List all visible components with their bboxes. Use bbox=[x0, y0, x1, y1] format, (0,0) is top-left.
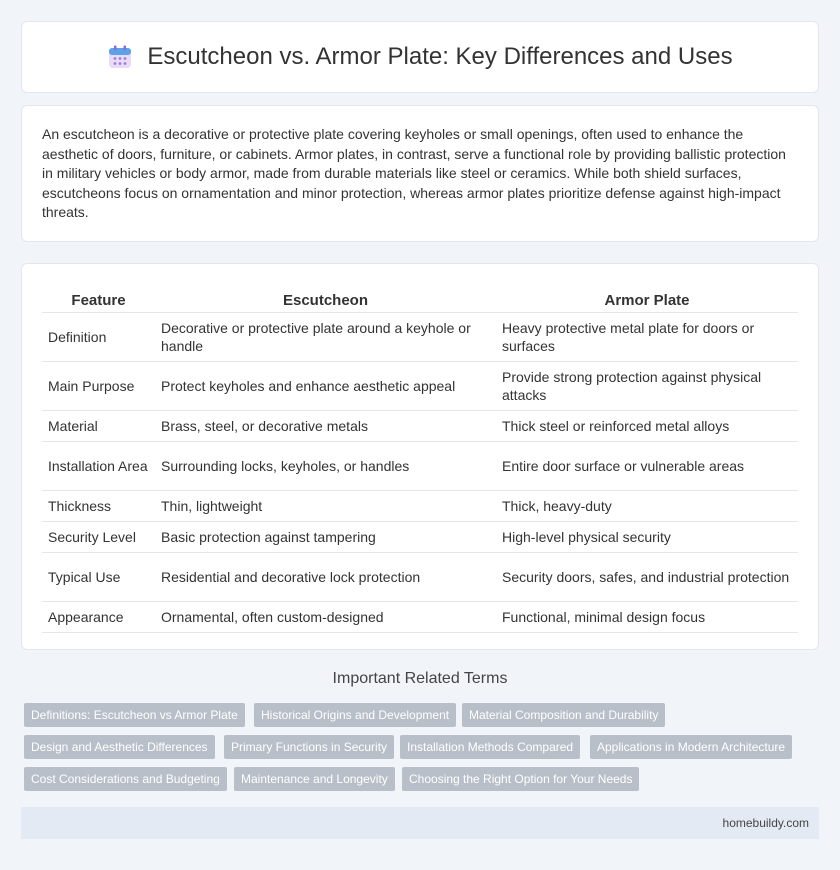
table-row bbox=[42, 410, 798, 441]
table-row bbox=[42, 521, 798, 552]
row-feature: Security Level bbox=[42, 521, 155, 552]
row-feature: Typical Use bbox=[42, 552, 155, 601]
calendar-icon bbox=[107, 44, 133, 70]
related-tag[interactable]: Design and Aesthetic Differences bbox=[24, 735, 215, 759]
row-armor-plate: High-level physical security bbox=[496, 521, 798, 552]
row-armor-plate: Heavy protective metal plate for doors or surfaces bbox=[496, 312, 798, 361]
related-tag[interactable]: Primary Functions in Security bbox=[224, 735, 394, 759]
title-card bbox=[21, 21, 819, 93]
table-row bbox=[42, 552, 798, 601]
related-tag[interactable]: Material Composition and Durability bbox=[462, 703, 665, 727]
comparison-table bbox=[42, 284, 798, 633]
row-escutcheon: Brass, steel, or decorative metals bbox=[155, 410, 496, 441]
table-header-armor-plate: Armor Plate bbox=[496, 284, 798, 312]
row-armor-plate: Provide strong protection against physical attacks bbox=[496, 361, 798, 410]
row-escutcheon: Basic protection against tampering bbox=[155, 521, 496, 552]
comparison-table-card bbox=[21, 263, 819, 650]
footer-site-link[interactable]: homebuildy.com bbox=[722, 816, 809, 830]
row-armor-plate: Thick steel or reinforced metal alloys bbox=[496, 410, 798, 441]
related-tag[interactable]: Choosing the Right Option for Your Needs bbox=[402, 767, 639, 791]
intro-text: An escutcheon is a decorative or protective plate covering keyholes or small openings, often used to enhance the aesthetic of doors, furniture, or cabinets. Armor plates, in contrast, serve a functional role by providing ballistic protection in military vehicles or body armor, made from durable materials like steel or ceramics. While both shield surfaces, escutcheons focus on ornamentation and minor protection, whereas armor plates prioritize defense against high-impact threats. bbox=[42, 126, 786, 221]
row-escutcheon: Protect keyholes and enhance aesthetic appeal bbox=[155, 361, 496, 410]
related-terms-title: Important Related Terms bbox=[332, 670, 508, 687]
table-header-feature: Feature bbox=[42, 284, 155, 312]
row-armor-plate: Entire door surface or vulnerable areas bbox=[496, 441, 798, 490]
table-header-escutcheon: Escutcheon bbox=[155, 284, 496, 312]
row-escutcheon: Thin, lightweight bbox=[155, 490, 496, 521]
row-feature: Installation Area bbox=[42, 441, 155, 490]
page-title: Escutcheon vs. Armor Plate: Key Differences and Uses bbox=[147, 43, 733, 70]
table-row bbox=[42, 361, 798, 410]
row-escutcheon: Ornamental, often custom-designed bbox=[155, 601, 496, 632]
row-armor-plate: Functional, minimal design focus bbox=[496, 601, 798, 632]
row-feature: Thickness bbox=[42, 490, 155, 521]
table-row bbox=[42, 441, 798, 490]
table-row bbox=[42, 601, 798, 632]
related-tag[interactable]: Applications in Modern Architecture bbox=[590, 735, 792, 759]
row-armor-plate: Security doors, safes, and industrial protection bbox=[496, 552, 798, 601]
table-row bbox=[42, 490, 798, 521]
related-tag[interactable]: Installation Methods Compared bbox=[400, 735, 580, 759]
row-escutcheon: Decorative or protective plate around a keyhole or handle bbox=[155, 312, 496, 361]
related-tag[interactable]: Cost Considerations and Budgeting bbox=[24, 767, 227, 791]
row-escutcheon: Residential and decorative lock protection bbox=[155, 552, 496, 601]
intro-card bbox=[21, 105, 819, 242]
related-tag[interactable]: Maintenance and Longevity bbox=[234, 767, 395, 791]
footer bbox=[21, 807, 819, 839]
related-tag[interactable]: Definitions: Escutcheon vs Armor Plate bbox=[24, 703, 245, 727]
row-feature: Appearance bbox=[42, 601, 155, 632]
table-row bbox=[42, 312, 798, 361]
related-tag[interactable]: Historical Origins and Development bbox=[254, 703, 456, 727]
row-feature: Material bbox=[42, 410, 155, 441]
row-feature: Definition bbox=[42, 312, 155, 361]
row-feature: Main Purpose bbox=[42, 361, 155, 410]
row-armor-plate: Thick, heavy-duty bbox=[496, 490, 798, 521]
row-escutcheon: Surrounding locks, keyholes, or handles bbox=[155, 441, 496, 490]
